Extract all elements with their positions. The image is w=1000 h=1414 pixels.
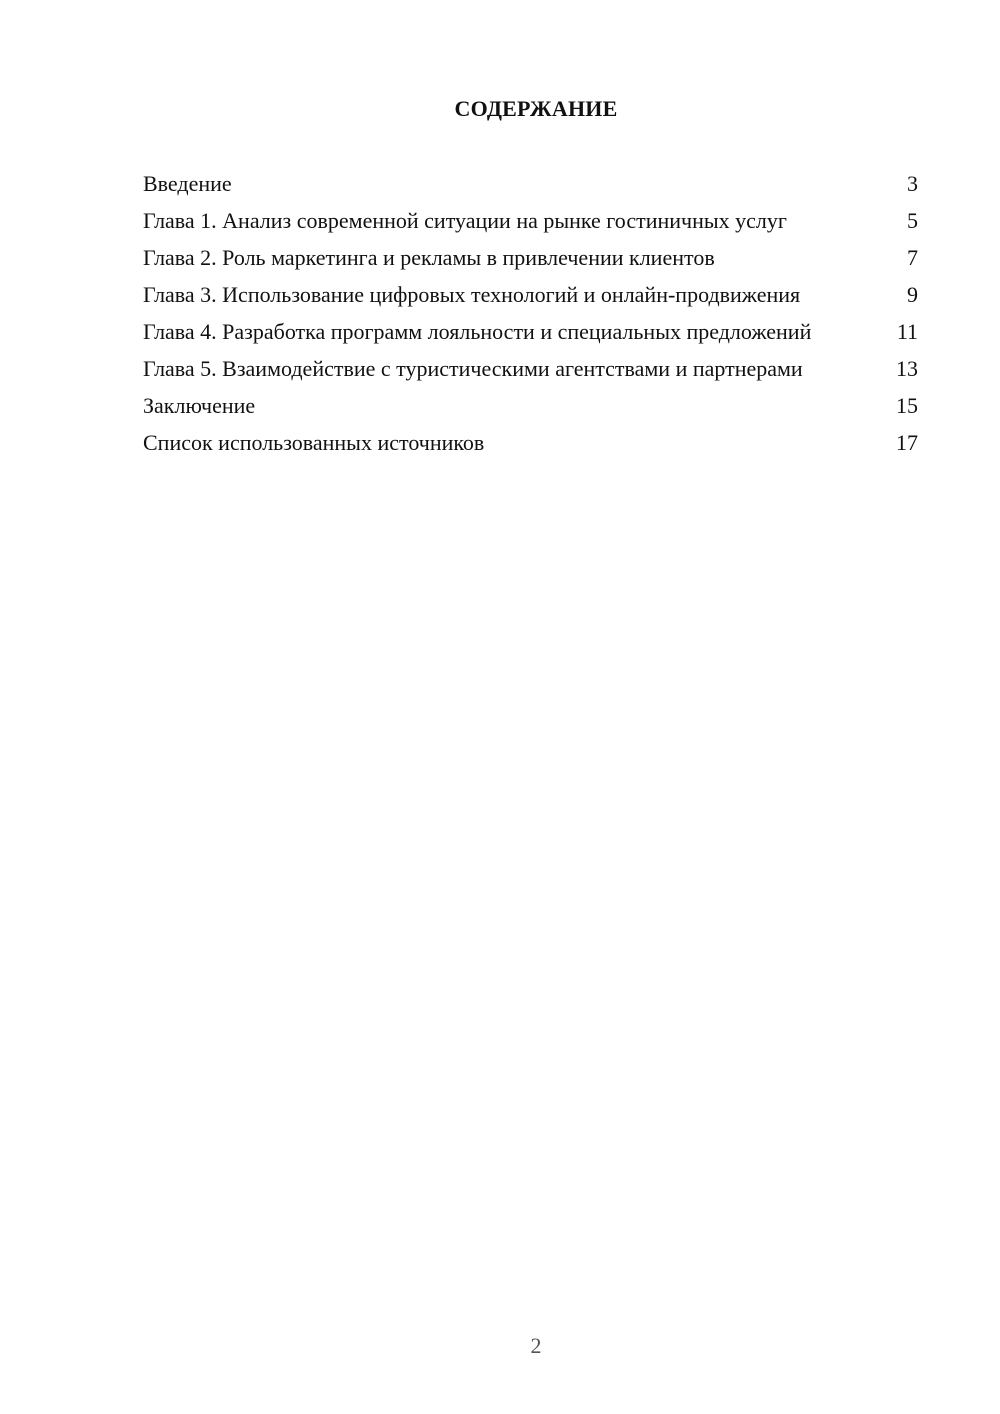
- toc-entry-title: Список использованных источников: [143, 430, 485, 455]
- toc-entry: [143, 392, 918, 419]
- toc-entry-title: Глава 1. Анализ современной ситуации на рынке гостиничных услуг: [143, 208, 787, 233]
- toc-entry-page: 13: [896, 356, 918, 381]
- toc-entry: [143, 207, 918, 234]
- toc-entry: [143, 355, 918, 382]
- toc-entry-title: Глава 3. Использование цифровых технологий и онлайн-продвижения: [143, 282, 801, 307]
- toc-entry: [143, 281, 918, 308]
- page-title: СОДЕРЖАНИЕ: [454, 96, 618, 121]
- toc-entry-title: Введение: [143, 171, 232, 196]
- table-of-contents: [143, 170, 918, 466]
- toc-entry-page: 5: [907, 208, 918, 233]
- toc-entry: [143, 429, 918, 456]
- toc-entry-title: Глава 5. Взаимодействие с туристическими агентствами и партнерами: [143, 356, 803, 381]
- toc-entry-page: 17: [896, 430, 918, 455]
- toc-entry-page: 15: [896, 393, 918, 418]
- toc-entry-title: Глава 4. Разработка программ лояльности и специальных предложений: [143, 319, 812, 344]
- toc-entry-page: 3: [907, 171, 918, 196]
- toc-entry-page: 11: [896, 319, 918, 344]
- toc-entry-title: Глава 2. Роль маркетинга и рекламы в привлечении клиентов: [143, 245, 715, 270]
- toc-entry-page: 9: [907, 282, 918, 307]
- toc-entry: [143, 170, 918, 197]
- page-number: 2: [530, 1333, 542, 1358]
- toc-entry-title: Заключение: [143, 393, 256, 418]
- toc-entry: [143, 244, 918, 271]
- toc-entry: [143, 318, 918, 345]
- toc-entry-page: 7: [907, 245, 918, 270]
